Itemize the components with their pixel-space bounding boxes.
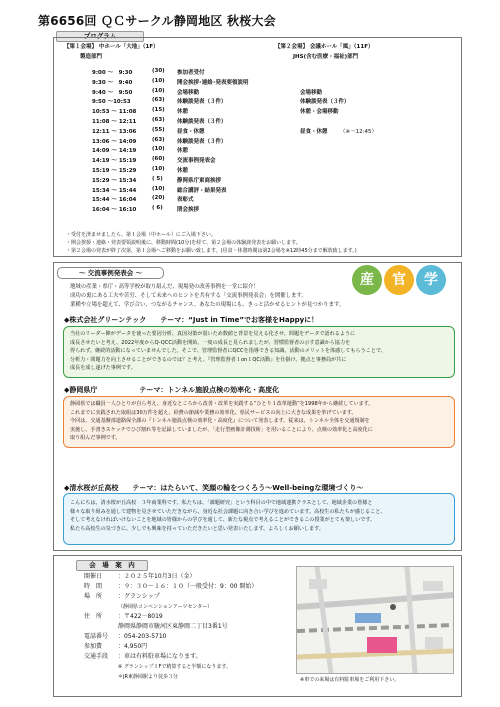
venue-row — [84, 612, 257, 622]
schedule-duration: (15) — [152, 107, 165, 114]
schedule-time: 9:40 ～ 9:50 — [92, 89, 133, 96]
station-marker — [355, 613, 381, 623]
page-title: 第6656回 ＱＣサークル静岡地区 秋桜大会 — [38, 14, 276, 28]
schedule-item-hall1: 表彰式 — [177, 197, 194, 204]
venue-row — [84, 662, 257, 672]
venue-row — [84, 672, 257, 682]
venue-label — [84, 662, 118, 672]
schedule-item-hall1: 昼食・休憩 — [177, 128, 205, 135]
section-box-pref — [63, 396, 455, 448]
venue-info — [84, 572, 257, 682]
section-body-pref — [64, 397, 454, 446]
program-notes — [66, 231, 357, 255]
schedule-item-hall1: 体験談発表（３件） — [177, 138, 227, 145]
venue-label: 時 間 — [84, 583, 103, 590]
schedule-item-hall2: 体験談発表（３件） — [300, 99, 350, 106]
hall2-title: 【第２会場】 会議ホール「風」（11F） — [275, 44, 374, 50]
section-body-greentech — [64, 327, 454, 376]
venue-label: 住 所 — [84, 613, 103, 620]
schedule-item-hall1: 会場移動 — [177, 89, 200, 96]
schedule-time: 9:00 ～ 9:30 — [92, 70, 133, 76]
badge-industry: 産 — [352, 265, 382, 295]
intro-line: 成功の裏にある工夫や苦労、そして未来へのヒントを共有する「交流事例発表会」を開催します。 — [70, 293, 307, 300]
body-line: 私たち高校生の気づきに、少しでも興味を持っていただきたいと思い発表いたします。よろしくお願いします。 — [70, 525, 324, 532]
section-box-school — [63, 493, 455, 545]
schedule-duration: ( 5) — [152, 175, 163, 182]
schedule-duration: ( 6) — [152, 205, 163, 212]
venue-value: （静岡県コンベンションアーツセンター） — [118, 604, 213, 610]
schedule-time: 16:04 ～ 16:10 — [92, 207, 137, 214]
schedule-duration: (20) — [152, 195, 165, 202]
body-line: 今回は、交通基盤部道路保全課の『トンネル施設点検の効率化・高度化』について発表します。従来は、トンネル全体を交通規制を — [70, 418, 370, 425]
schedule-duration: (30) — [152, 68, 165, 74]
venue-row — [84, 652, 257, 662]
venue-tab — [76, 560, 148, 571]
venue-value: ※ グランシップ１Fで精算すると半額になります。 — [118, 664, 232, 670]
venue-row — [84, 602, 257, 612]
schedule-duration: (10) — [152, 166, 165, 172]
venue-value: ＊JR東静岡駅より徒歩３分 — [118, 674, 178, 680]
venue-marker — [367, 637, 397, 653]
schedule-item-hall1: 休憩 — [177, 168, 189, 174]
venue-value: ：グランシップ — [118, 593, 160, 600]
venue-row — [84, 642, 257, 652]
schedule-time: 14:09 ～ 14:19 — [92, 148, 137, 155]
venue-value: 静岡県静岡市駿河区東静岡二丁目3番1号 — [118, 623, 228, 630]
map-note: ※車での来場は有料駐車場をご利用下さい。 — [300, 677, 400, 683]
body-line: 成長を成し遂げた事例です。 — [70, 365, 136, 372]
schedule-item-hall1: 閉会挨拶 — [177, 207, 200, 214]
schedule-time: 15:44 ～ 16:04 — [92, 197, 137, 204]
schedule-time: 15:19 ～ 15:29 — [92, 168, 137, 174]
program-note: ・開会挨拶・連絡・発表要領説明後に、移動時間(10分)を経て、第２会場の体験談発表をお願いします。 — [66, 240, 301, 246]
body-line: 成長させたいと考え、2022年度からQ-QCC活動を開始。一度の成長と見られましたが、習慣監督者の示す意識から協力を — [70, 339, 351, 346]
venue-label: 場 所 — [84, 593, 103, 600]
program-note: ・受付を済ませましたら、第１会場（中ホール）にご入場下さい。 — [66, 232, 216, 238]
venue-value: ：054-203-5710 — [118, 633, 167, 640]
map-svg — [297, 567, 453, 673]
schedule-time: 11:08 ～ 12:11 — [92, 119, 137, 125]
venue-value: ：９：３０～１６：１０（一般受付：9：00 開始） — [118, 583, 258, 590]
badge-academia: 学 — [416, 265, 446, 295]
body-line: 当社のリーダー陣がデータを使った要因分析、真因対策が弱いため数値と背景を見える化させ、問題をデータで語れるように — [70, 331, 356, 337]
section-head-pref: ◆静岡県庁 テーマ：トンネル施設点検の効率化・高度化 — [64, 386, 280, 394]
schedule-duration: (63) — [152, 97, 165, 104]
venue-row — [84, 582, 257, 592]
schedule-time: 13:06 ～ 14:09 — [92, 138, 137, 145]
venue-value: ：車は有料駐車場になります。 — [118, 653, 202, 660]
venue-label — [84, 622, 118, 632]
schedule-item-hall1: 体験談発表（３件） — [177, 119, 227, 125]
schedule-duration: (10) — [152, 146, 165, 153]
schedule-item-hall1: 休憩 — [177, 148, 189, 155]
venue-label — [84, 602, 118, 612]
venue-row — [84, 622, 257, 632]
schedule-item-hall2: 会場移動 — [300, 89, 323, 96]
body-line: 実施し、手書きスケッチでひび割れ等を記録していましたが、「走行型画像計測技術」を用いることにより、点検の効率化と高度化に — [70, 426, 373, 433]
body-line: これまでに実践された取組は30万件を超え、経費の節減や業務の効率化、県民サービスの向上に大きな成果を挙げています。 — [70, 409, 357, 416]
exchange-intro — [70, 283, 344, 311]
schedule-duration: (10) — [152, 87, 165, 94]
body-line: 静岡県では職員一人ひとりが自ら考え、身近なところから改善・改革を実践する“ひとり１改革運動”を1998年から継続しています。 — [70, 401, 374, 407]
schedule-item-hall1: 開会挨拶･連絡･発表要領説明 — [177, 79, 249, 86]
badge-government: 官 — [384, 265, 414, 295]
schedule-item-hall1: 参加者受付 — [177, 70, 205, 76]
venue-value: ：4,950円 — [118, 643, 148, 650]
schedule-duration: (63) — [152, 117, 165, 123]
exchange-tab — [57, 267, 164, 279]
schedule-duration: (10) — [152, 185, 165, 192]
body-line: 得られず。継続的活動になっていませんでした。そこで、管理監督者にQCCを指導できる知識、活動のメリットを体感してもらうことで、 — [70, 348, 386, 355]
hall1-title: 【第１会場】 中ホール「大地」（1F） — [64, 44, 159, 50]
schedule-item-hall2: 昼食・休憩 — [300, 128, 328, 135]
program-note: ・第２会場の発表が終了次第、第１会場へご移動をお願い致します。(昼食・休憩時間は第2会場を※12時45分まで解放致します。) — [66, 248, 357, 254]
venue-label: 交通手段 — [84, 653, 109, 660]
schedule-item-hall2-note: （※～12:45） — [340, 128, 377, 135]
schedule-item-hall1: 交流事例発表会 — [177, 158, 216, 165]
schedule-duration: (63) — [152, 136, 165, 143]
schedule-duration: (60) — [152, 156, 165, 163]
venue-row — [84, 592, 257, 602]
body-line: 取り組んだ事例です。 — [70, 435, 121, 442]
schedule-duration: (10) — [152, 77, 165, 84]
body-line: こんにちは、清水桜が丘高校 ３年商業科です。私たちは、「課題研究」という科目の中で地域連携クラスとして、地域企業の皆様と — [70, 500, 373, 506]
schedule-item-hall2: 休憩・会場移動 — [300, 109, 339, 116]
venue-row — [84, 572, 257, 582]
intro-line: 地域の産業・県庁・高等学校が取り組んだ、現場発の改善事例を一堂に紹介！ — [70, 284, 259, 290]
venue-label: 電話番号 — [84, 633, 109, 640]
venue-value: ：〒422－8019 — [118, 613, 163, 620]
schedule-item-hall1: 総合講評・結果発表 — [177, 187, 227, 194]
schedule-time: 15:34 ～ 15:44 — [92, 187, 137, 194]
schedule-item-hall1: 休憩 — [177, 109, 189, 116]
schedule-duration: (55) — [152, 126, 165, 133]
intro-line: 業種や立場を超えて、学び合い、つながるチャンス。あなたの現場にも、きっと活かせるヒントが見つかります。 — [70, 302, 345, 309]
venue-tab-label: 会 場 案 内 — [89, 561, 135, 569]
program-tab-label: プログラム — [83, 32, 117, 40]
venue-map — [296, 566, 454, 674]
body-line: 様々な取り組みを通して建物を見させていただきながら、身近な社会課題に向き合い学びを進めています。高校生の私たちが感じること、 — [70, 508, 386, 515]
section-box-greentech — [63, 326, 455, 378]
venue-row — [84, 632, 257, 642]
section-head-greentech: ◆株式会社グリーンテック テーマ：“Just in Time”でお客様をHappyに！ — [64, 316, 319, 324]
schedule-time: 9:50 ～10:53 — [92, 99, 131, 106]
exchange-tab-label: ～ 交流事例発表会 ～ — [78, 269, 143, 277]
hall1-sub: 製造部門 — [80, 54, 103, 60]
schedule-time: 9:30 ～ 9:40 — [92, 79, 133, 86]
schedule-time: 14:19 ～ 15:19 — [92, 158, 137, 165]
schedule-item-hall1: 体験談発表（３件） — [177, 99, 227, 106]
venue-label — [84, 672, 118, 682]
body-line: そして考えなければいけないことを地域の皆様からの学びを通して、新たな視点で考えることができるこの授業がとても楽しいです。 — [70, 517, 376, 524]
schedule-time: 15:29 ～ 15:34 — [92, 177, 137, 184]
schedule-time: 10:53 ～ 11:08 — [92, 109, 137, 116]
schedule-time: 12:11 ～ 13:06 — [92, 128, 137, 135]
section-body-school — [64, 494, 454, 538]
section-head-school: ◆清水桜が丘高校 テーマ：はたらいて、笑顔の輪をつくろう～Well-beingな環境づくり～ — [64, 484, 364, 492]
venue-label: 開催日 — [84, 573, 103, 580]
venue-value: ：２０２５年10月3日（金） — [118, 573, 196, 580]
schedule-item-hall1: 静岡県庁東商挨拶 — [177, 177, 222, 184]
venue-label: 参加費 — [84, 643, 103, 650]
body-line: 分析力・問題力を向上させることができるのでは？と考え、『管理監督者１on１QC活動』を仕掛け、拠点と事務局が共に — [70, 356, 347, 363]
hall2-sub: JHS(含む医療・福祉)部門 — [293, 54, 359, 60]
